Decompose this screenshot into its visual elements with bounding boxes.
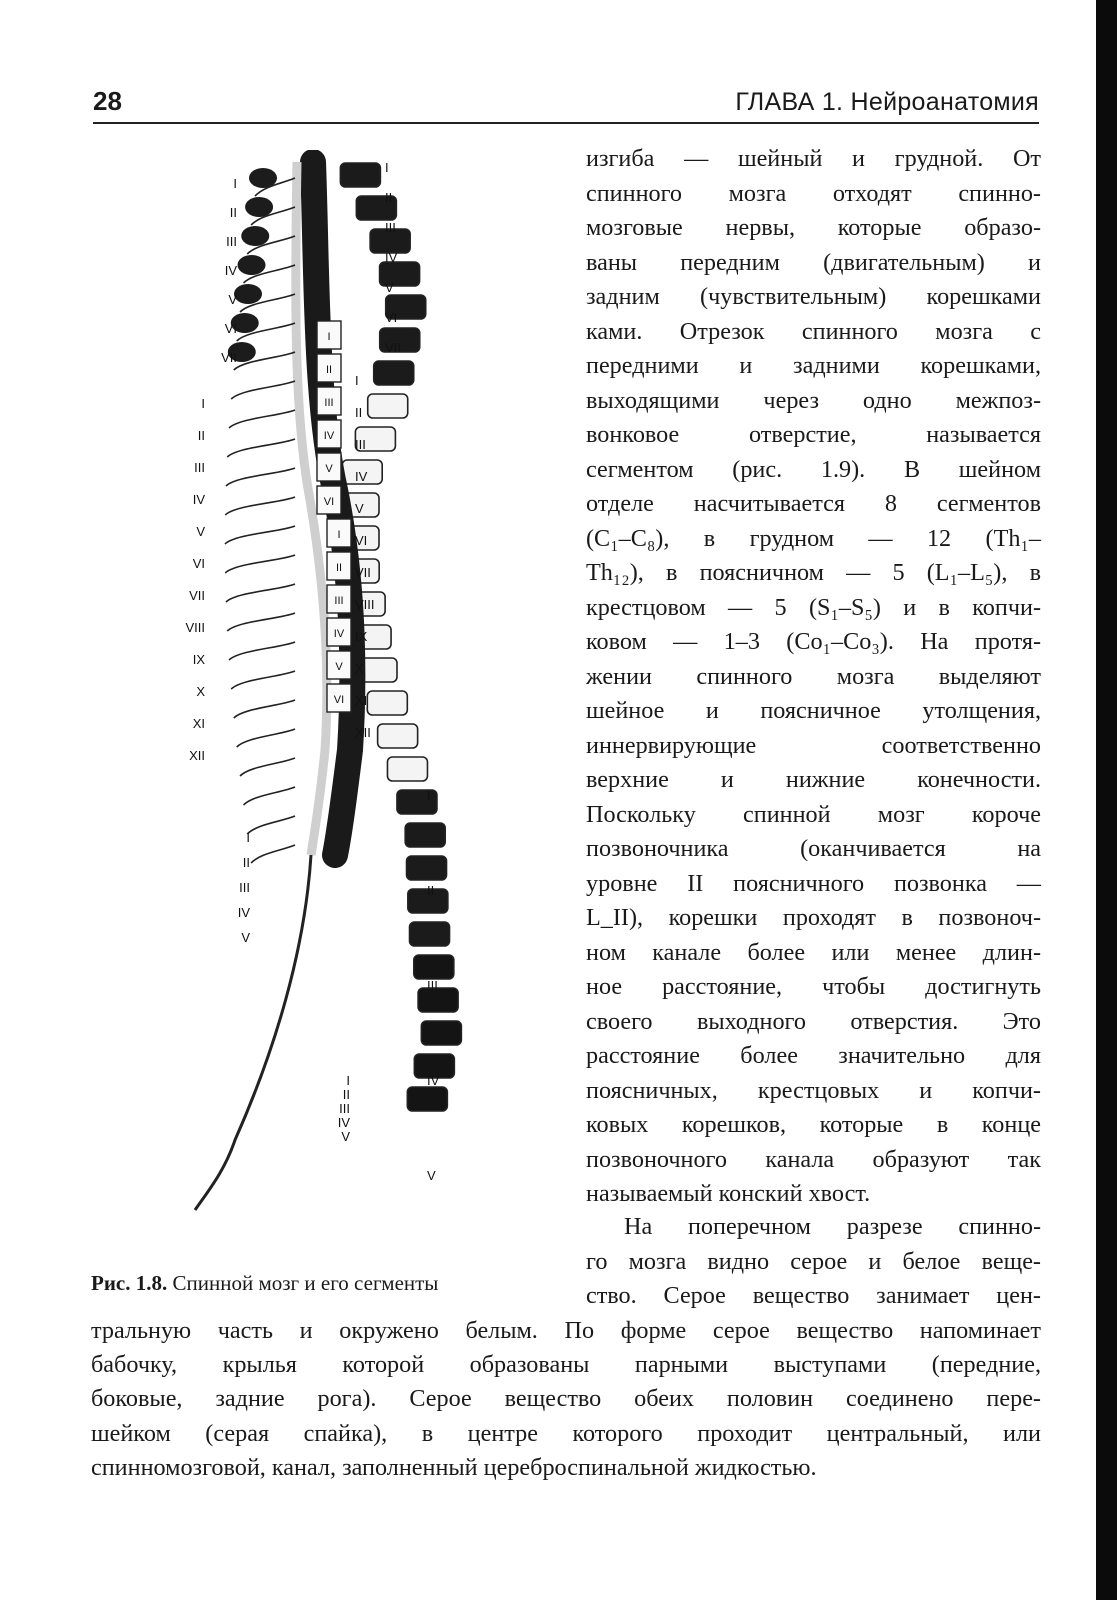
thoracic-vertebra-label: XII [355,725,371,740]
text-line: задним (чувствительным) корешками [586,283,1041,310]
thoracic-vertebra-label: IX [355,629,368,644]
cord-segment-label: V [335,661,343,673]
sacral-vertebra-label: II [342,1087,350,1102]
thoracic-root-label: VIII [185,620,205,635]
sacral-vertebra-label: I [346,1073,350,1088]
cervical-vertebra-label: III [385,220,396,235]
text-line: называемый конский хвост. [586,1180,871,1207]
nerve-root [231,671,295,689]
text-line: вонковое отверстие, называется [586,421,1041,448]
thoracic-vertebra-label: III [355,437,366,452]
cervical-root-label: IV [224,263,237,278]
sacral-vertebra-label: IV [337,1115,350,1130]
nerve-root [227,613,295,631]
nerve-root-ganglion [238,255,266,275]
cord-segment-label: VI [323,496,335,508]
nerve-root [229,410,295,428]
cervical-vertebra-label: I [385,160,389,175]
nerve-root [225,555,295,573]
text-line: На поперечном разрезе спинно- [624,1213,1041,1240]
lumbar-vertebra-label: I [427,788,431,803]
text-line: своего выходного отверстия. Это [586,1007,1041,1035]
body-text-full-width [91,1314,1041,1485]
page-number: 28 [93,86,122,116]
lumbar-root-label: IV [237,905,250,920]
text-line: тральную часть и окружено белым. По форме серое вещество напоминает [91,1317,1041,1344]
text-line: го мозга видно серое и белое веще- [586,1247,1041,1275]
vertebral-body [374,361,414,385]
cord-segment-label: III [334,595,344,607]
nerve-root [231,381,295,399]
text-line: Поскольку спинной мозг короче [586,800,1041,828]
cord-segment-label: V [325,463,333,475]
vertebral-body [340,163,380,187]
vertebral-body [387,757,427,781]
nerve-root [237,729,295,747]
cord-segment-label: IV [333,628,345,640]
cord-segment-label: I [337,529,341,541]
thoracic-vertebra-label: VII [355,565,371,580]
cervical-vertebra-label: VII [385,340,401,355]
thoracic-root-label: IV [192,492,205,507]
nerve-root [225,526,295,544]
text-line: L_II), корешки проходят в позвоноч- [586,904,1041,931]
sacral-vertebra-label: III [339,1101,350,1116]
text-line: крестцовом — 5 (S₁–S₅) и в копчи- [586,593,1041,621]
nerve-root [225,497,295,515]
thoracic-vertebra-label: XI [355,693,368,708]
thoracic-vertebra-label: I [355,373,359,388]
cord-segment-label: IV [323,430,335,442]
vertebral-body [367,691,407,715]
thoracic-vertebra-label: X [355,661,364,676]
thoracic-root-label: X [196,684,205,699]
nerve-root [227,439,295,457]
spinal-cord [192,162,352,1210]
lumbar-root-label: I [246,830,250,845]
text-line: изгиба — шейный и грудной. От [586,145,1041,172]
vertebral-body [405,823,445,847]
cervical-root-label: VI [224,321,237,336]
text-line: ное расстояние, чтобы достигнуть [586,973,1041,1000]
figure-caption [91,1271,438,1296]
cervical-root-label: VII [221,350,237,365]
text-line: расстояние более значительно для [586,1042,1041,1069]
thoracic-vertebra-label: IV [355,469,368,484]
cervical-root-label: V [228,292,237,307]
vertebral-body [397,790,437,814]
nerve-root [240,758,295,776]
cord-segment-label: VI [333,694,345,706]
text-line: позвоночника (оканчивается на [586,835,1041,862]
cord-segment-label: II [325,364,333,376]
lumbar-vertebra-label: V [427,1168,436,1183]
text-line: шейное и поясничное утолщения, [586,697,1041,724]
text-line: верхние и нижние конечности. [586,766,1041,793]
vertebral-body [368,394,408,418]
cervical-vertebra-label: II [385,190,393,205]
thoracic-vertebra-label: V [355,501,364,516]
thoracic-root-label: VII [189,588,205,603]
text-line: поясничных, крестцовых и копчи- [586,1076,1041,1104]
text-line: выходящими через одно межпоз- [586,386,1041,414]
vertebral-body [407,856,447,880]
text-line: сегментом (рис. 1.9). В шейном [586,455,1041,483]
cord-segment-label: I [327,331,331,343]
header-rule [93,122,1039,124]
cervical-vertebra-label: V [385,280,394,295]
spinal-cord-illustration [165,150,465,1240]
body-text-column-paragraph-2 [586,1210,1041,1314]
thoracic-vertebra-label: VIII [355,597,375,612]
body-text-column [586,142,1041,1212]
spinal-cord-figure [165,150,465,1240]
cervical-vertebra-label: IV [385,250,398,265]
text-line: ковом — 1–3 (Co₁–Co₃). На протя- [586,628,1041,655]
text-line: ном канале более или менее длин- [586,938,1041,966]
lumbar-root-label: II [242,855,250,870]
thoracic-root-label: VI [192,556,205,571]
text-line: ваны передним (двигательным) и [586,248,1041,276]
page-edge-shadow [1096,0,1117,1600]
thoracic-root-label: XI [192,716,205,731]
thoracic-root-label: V [196,524,205,539]
thoracic-vertebra-label: II [355,405,363,420]
nerve-root [247,816,295,834]
thoracic-root-label: III [194,460,205,475]
text-line: ками. Отрезок спинного мозга с [586,317,1041,345]
nerve-root [226,468,295,486]
cauda-equina [195,855,311,1210]
vertebral-body [418,988,458,1012]
cervical-root-label: III [226,234,237,249]
text-line: позвоночного канала образуют так [586,1145,1041,1173]
thoracic-root-label: II [197,428,205,443]
lumbar-vertebra-label: III [427,978,438,993]
text-line: бабочку, крылья которой образованы парными выступами (передние, [91,1351,1041,1379]
cervical-vertebra-label: VI [385,310,398,325]
nerve-root-ganglion [241,226,269,246]
text-line: спинномозговой, канал, заполненный цереброспинальной жидкостью. [91,1453,817,1481]
nerve-root [251,845,295,863]
nerve-root-ganglion [245,197,273,217]
nerve-root [229,642,295,660]
vertebral-body [414,955,454,979]
thoracic-root-label: XII [189,748,205,763]
vertebral-body [378,724,418,748]
text-line: спинного мозга отходят спинно- [586,179,1041,207]
running-header-title: ГЛАВА 1. Нейроанатомия [735,88,1039,116]
nerve-root-ganglion [234,284,262,304]
text-line: жении спинного мозга выделяют [586,662,1041,690]
lumbar-root-label: V [241,930,250,945]
text-line: иннервирующие соответственно [586,731,1041,759]
thoracic-root-label: IX [192,652,205,667]
nerve-root [244,787,295,805]
text-line: боковые, задние рога). Серое вещество обеих половин соединено пере- [91,1385,1041,1413]
cord-segment-label: II [335,562,343,574]
text-line: (C₁–C₈), в грудном — 12 (Th₁– [586,524,1041,552]
cervical-root-label: II [229,205,237,220]
vertebral-body [407,1087,447,1111]
vertebral-body [410,922,450,946]
text-line: ковых корешков, которые в конце [586,1111,1041,1138]
sacral-vertebra-label: V [341,1129,350,1144]
text-line: шейком (серая спайка), в центре которого проходит центральный, или [91,1419,1041,1447]
cord-segment-label: III [324,397,334,409]
nerve-root [234,700,295,718]
lumbar-root-label: III [239,880,250,895]
vertebral-body [421,1021,461,1045]
figure-caption-label: Рис. 1.8. [91,1271,168,1295]
nerve-root [226,584,295,602]
text-line: передними и задними корешками, [586,352,1041,379]
lumbar-vertebra-label: IV [427,1073,440,1088]
text-line: уровне II поясничного позвонка — [586,869,1041,897]
text-line: мозговые нервы, которые образо- [586,214,1041,241]
text-line: ство. Серое вещество занимает цен- [586,1282,1041,1309]
text-line: отделе насчитывается 8 сегментов [586,490,1041,517]
thoracic-vertebra-label: VI [355,533,368,548]
lumbar-vertebra-label: II [427,883,435,898]
text-line: Th₁₂), в поясничном — 5 (L₁–L₅), в [586,559,1041,586]
figure-caption-text: Спинной мозг и его сегменты [167,1271,439,1295]
cervical-root-label: I [233,176,237,191]
thoracic-root-label: I [201,396,205,411]
